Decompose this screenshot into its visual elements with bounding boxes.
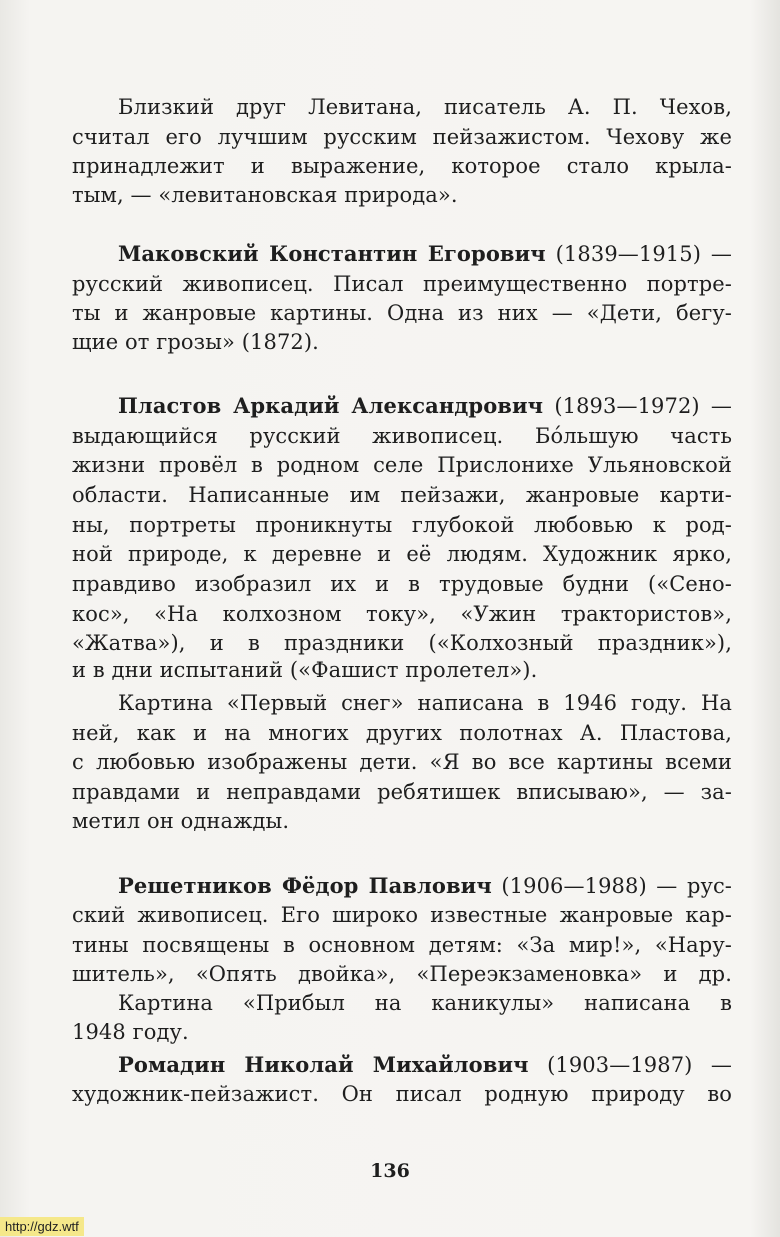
line-text: правдиво изобразил их и в трудовые будни («Сено- [72,572,732,596]
line-text: метил он однажды. [72,809,290,833]
text-line [72,270,732,298]
line-text: русский живописец. Писал преимущественно портре- [72,272,732,296]
text-line [72,93,732,121]
line-text: выдающийся русский живописец. Бо́льшую часть [72,424,732,448]
text-line [72,807,732,835]
line-text: (1839—1915) — [545,242,732,266]
watermark-link[interactable]: http://gdz.wtf [0,1217,84,1236]
text-line [72,299,732,327]
line-text: ны, портреты проникнуты глубокой любовью к род- [72,513,732,537]
text-line [72,422,732,450]
line-text: (1893—1972) — [543,394,732,418]
line-text: тины посвящены в основном детям: «За мир!», «Нару- [72,933,732,957]
text-line [72,901,732,929]
artist-name: Пластов Аркадий Александрович [118,393,544,418]
text-line [72,511,732,539]
text-line [72,629,732,657]
line-text: шитель», «Опять двойка», «Переэкзаменовка» и др. [72,962,732,986]
line-text: тым, — «левитановская природа». [72,183,458,207]
line-text: кос», «На колхозном току», «Ужин трактористов», [72,602,732,626]
line-text: Картина «Первый снег» написана в 1946 году. На [118,691,732,715]
text-line [72,656,732,684]
line-text: области. Написанные им пейзажи, жанровые карти- [72,483,732,507]
line-text: принадлежит и выражение, которое стало крыла- [72,154,732,178]
line-text: и в дни испытаний («Фашист пролетел»). [72,658,538,682]
text-line [72,1018,732,1046]
line-text: жизни провёл в родном селе Прислонихе Ульяновской [72,453,732,477]
line-text: 1948 году. [72,1020,189,1044]
text-line [72,1051,732,1079]
text-line [72,451,732,479]
text-line [72,481,732,509]
text-line [72,872,732,900]
text-line [72,152,732,180]
line-text: считал его лучшим русским пейзажистом. Чехову же [72,125,732,149]
line-text: с любовью изображены дети. «Я во все картины всеми [72,750,732,774]
artist-name: Решетников Фёдор Павлович [118,873,492,898]
line-text: Картина «Прибыл на каникулы» написана в [118,991,732,1015]
line-text: ней, как и на многих других полотнах А. Пластова, [72,721,732,745]
text-line [72,540,732,568]
text-line [72,600,732,628]
line-text: щие от грозы» (1872). [72,330,319,354]
text-line [72,570,732,598]
text-line [72,748,732,776]
line-text: Близкий друг Левитана, писатель А. П. Чехов, [118,95,732,119]
artist-name: Ромадин Николай Михайлович [118,1052,529,1077]
text-line [72,123,732,151]
text-line [72,240,732,268]
text-line [72,181,732,209]
text-line [72,960,732,988]
text-line [72,392,732,420]
text-line [72,778,732,806]
artist-name: Маковский Константин Егорович [118,241,546,266]
line-text: правдами и неправдами ребятишек вписываю», — за- [72,780,732,804]
text-line [72,989,732,1017]
text-line [72,1080,732,1108]
text-line [72,689,732,717]
line-text: ты и жанровые картины. Одна из них — «Дети, бегу- [72,301,732,325]
line-text: художник-пейзажист. Он писал родную природу во [72,1082,732,1106]
line-text: ский живописец. Его широко известные жанровые кар- [72,903,732,927]
line-text: «Жатва»), и в праздники («Колхозный праздник»), [72,631,732,655]
text-line [72,328,732,356]
text-line [72,931,732,959]
line-text: (1903—1987) — [528,1053,732,1077]
line-text: (1906—1988) — рус- [491,874,732,898]
text-line [72,719,732,747]
line-text: ной природе, к деревне и её людям. Художник ярко, [72,542,732,566]
page-number: 136 [370,1160,410,1182]
